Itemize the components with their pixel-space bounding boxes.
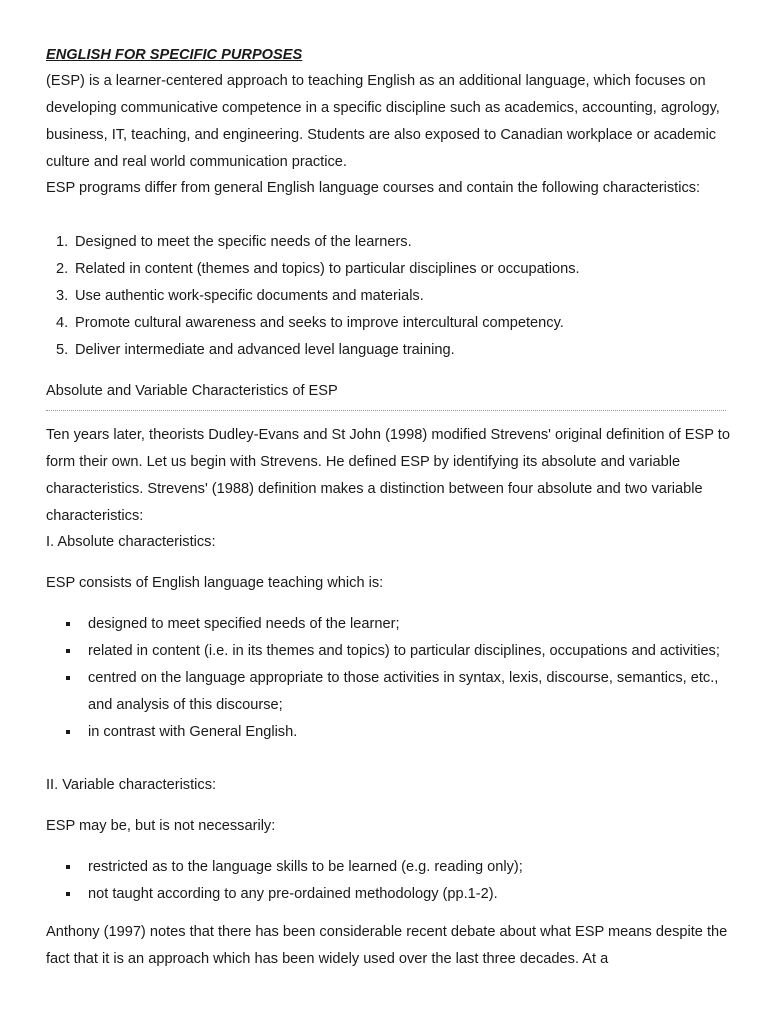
bullet-text: in contrast with General English.: [88, 723, 298, 740]
variable-intro: ESP may be, but is not necessarily:: [46, 818, 276, 834]
variable-heading: II. Variable characteristics:: [46, 777, 217, 793]
bullet-item: [66, 665, 726, 719]
list-number: 4.: [56, 314, 69, 331]
programs-paragraph: ESP programs differ from general English language courses and contain the following characteristics:: [46, 180, 701, 196]
list-item: [56, 283, 580, 310]
dotted-divider: [46, 410, 726, 411]
bullet-item: [66, 881, 726, 908]
characteristics-list: [56, 229, 580, 364]
variable-characteristics-list: [66, 854, 726, 908]
intro-paragraph: (ESP) is a learner-centered approach to teaching English as an additional language, which focuses on developing communicative competence in a specific discipline such as academics, accounting, agrology, business, IT, teaching, and engineering. Students are also exposed to Canadian workplace or academic culture and real world communication practice.: [46, 73, 720, 170]
anthony-paragraph: Anthony (1997) notes that there has been considerable recent debate about what ESP means despite the fact that it is an approach which has been widely used over the last three decades. At a: [46, 924, 728, 967]
bullet-item: [66, 638, 726, 665]
list-number: 5.: [56, 341, 69, 358]
list-number: 1.: [56, 234, 69, 250]
absolute-heading: I. Absolute characteristics:: [46, 534, 216, 550]
strevens-paragraph: Ten years later, theorists Dudley-Evans and St John (1998) modified Strevens' original definition of ESP to form their own. Let us begin with Strevens. He defined ESP by identifying its absolute and variable characteristics. Strevens' (1988) definition makes a distinction between four absolute and two variable characteristics:: [46, 427, 730, 524]
bullet-item: [66, 611, 726, 638]
list-number: 2.: [56, 260, 69, 277]
bullet-item: [66, 854, 726, 881]
document-title: ENGLISH FOR SPECIFIC PURPOSES: [46, 47, 303, 63]
bullet-text: restricted as to the language skills to be learned (e.g. reading only);: [88, 859, 523, 875]
absolute-characteristics-list: [66, 611, 726, 746]
bullet-icon: [66, 649, 70, 653]
list-item: [56, 337, 580, 364]
list-item: [56, 229, 580, 256]
bullet-icon: [66, 730, 70, 734]
bullet-text: not taught according to any pre-ordained methodology (pp.1-2).: [88, 885, 498, 902]
list-item-text: Promote cultural awareness and seeks to improve intercultural competency.: [75, 314, 564, 331]
list-item-text: Designed to meet the specific needs of the learners.: [75, 234, 412, 250]
list-item-text: Deliver intermediate and advanced level language training.: [75, 341, 455, 358]
bullet-item: [66, 719, 726, 746]
bullet-text: centred on the language appropriate to those activities in syntax, lexis, discourse, semantics, etc., and analysis of this discourse;: [88, 669, 719, 713]
bullet-text: related in content (i.e. in its themes and topics) to particular disciplines, occupations and activities;: [88, 642, 720, 659]
list-item: [56, 310, 580, 337]
list-item-text: Related in content (themes and topics) to particular disciplines or occupations.: [75, 260, 580, 277]
bullet-icon: [66, 676, 70, 680]
bullet-icon: [66, 892, 70, 896]
section-heading: Absolute and Variable Characteristics of ESP: [46, 383, 338, 399]
list-number: 3.: [56, 287, 69, 304]
bullet-icon: [66, 865, 70, 869]
bullet-icon: [66, 622, 70, 626]
list-item-text: Use authentic work-specific documents and materials.: [75, 287, 424, 304]
list-item: [56, 256, 580, 283]
bullet-text: designed to meet specified needs of the learner;: [88, 616, 400, 632]
absolute-intro: ESP consists of English language teaching which is:: [46, 575, 384, 591]
